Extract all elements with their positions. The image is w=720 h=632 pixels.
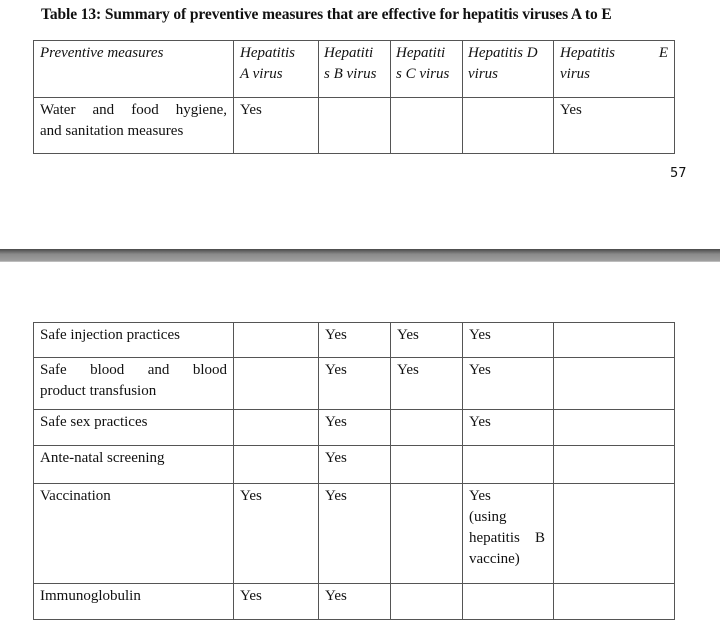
- measure-line-1: Safe blood and blood: [40, 362, 227, 378]
- cell-a: [234, 446, 319, 484]
- preventive-measures-table-page-2: [33, 322, 675, 620]
- cell-d: Yes: [463, 358, 554, 410]
- cell-a: [234, 323, 319, 358]
- header-a-line-2: A virus: [240, 66, 283, 82]
- header-hepatitis-e: [554, 41, 675, 98]
- measure-cell: Safe injection practices: [34, 323, 234, 358]
- measure-cell: Vaccination: [34, 484, 234, 584]
- measure-line-1: Water and food hygiene,: [40, 102, 227, 118]
- cell-b: Yes: [319, 323, 391, 358]
- cell-d: [463, 484, 554, 584]
- cell-e: [554, 584, 675, 620]
- header-hepatitis-b: [319, 41, 391, 98]
- header-a-line-1: Hepatitis: [240, 45, 295, 61]
- preventive-measures-table-page-1: [33, 40, 675, 154]
- table-header-row: [34, 41, 675, 98]
- cell-e: [554, 323, 675, 358]
- header-e-line-2: virus: [560, 66, 590, 82]
- cell-c: [391, 98, 463, 154]
- cell-d-line-2: (using: [469, 509, 507, 525]
- cell-a: Yes: [234, 584, 319, 620]
- cell-b: Yes: [319, 584, 391, 620]
- measure-cell: [34, 98, 234, 154]
- cell-b: [319, 98, 391, 154]
- cell-d: [463, 98, 554, 154]
- cell-d: [463, 584, 554, 620]
- cell-e: [554, 484, 675, 584]
- table-row: [34, 323, 675, 358]
- measure-cell: Immunoglobulin: [34, 584, 234, 620]
- table-row: [34, 446, 675, 484]
- cell-a: Yes: [234, 98, 319, 154]
- cell-d: Yes: [463, 410, 554, 446]
- table-row: [34, 410, 675, 446]
- cell-c: [391, 446, 463, 484]
- measure-line-2: and sanitation measures: [40, 123, 184, 139]
- measure-cell: Ante-natal screening: [34, 446, 234, 484]
- header-c-line-2: s C virus: [396, 66, 450, 82]
- cell-d: Yes: [463, 323, 554, 358]
- table-row: [34, 584, 675, 620]
- cell-b: Yes: [319, 358, 391, 410]
- cell-b: Yes: [319, 446, 391, 484]
- header-e-line-1: [560, 43, 668, 64]
- cell-c: [391, 484, 463, 584]
- header-c-line-1: Hepatiti: [396, 45, 446, 61]
- cell-c: [391, 584, 463, 620]
- cell-a: [234, 358, 319, 410]
- header-hepatitis-c: [391, 41, 463, 98]
- cell-e: [554, 410, 675, 446]
- cell-c: Yes: [391, 323, 463, 358]
- cell-d-line-3: hepatitis B: [469, 530, 545, 546]
- measure-cell: [34, 358, 234, 410]
- table-row: [34, 484, 675, 584]
- header-d-line-2: virus: [468, 66, 498, 82]
- cell-d: [463, 446, 554, 484]
- page-break-divider: [0, 249, 720, 262]
- header-d-line-1: Hepatitis D: [468, 45, 538, 61]
- cell-c: [391, 410, 463, 446]
- table-row: [34, 98, 675, 154]
- cell-d-line-4: vaccine): [469, 551, 520, 567]
- header-b-line-1: Hepatiti: [324, 45, 374, 61]
- table-row: [34, 358, 675, 410]
- header-e-word-e: E: [658, 45, 668, 61]
- measure-line-2: product transfusion: [40, 383, 157, 399]
- header-b-line-2: s B virus: [324, 66, 377, 82]
- table-title: Table 13: Summary of preventive measures that are effective for hepatitis viruses A to E: [41, 6, 612, 23]
- measure-cell: Safe sex practices: [34, 410, 234, 446]
- header-preventive-measures: Preventive measures: [34, 41, 234, 98]
- header-e-word-hepatitis: Hepatitis: [560, 45, 615, 61]
- cell-d-line-1: Yes: [469, 488, 491, 504]
- cell-b: Yes: [319, 484, 391, 584]
- cell-a: Yes: [234, 484, 319, 584]
- cell-e: [554, 358, 675, 410]
- page-number: 57: [670, 166, 687, 181]
- cell-e: Yes: [554, 98, 675, 154]
- header-hepatitis-a: [234, 41, 319, 98]
- cell-a: [234, 410, 319, 446]
- cell-c: Yes: [391, 358, 463, 410]
- cell-b: Yes: [319, 410, 391, 446]
- cell-e: [554, 446, 675, 484]
- header-hepatitis-d: [463, 41, 554, 98]
